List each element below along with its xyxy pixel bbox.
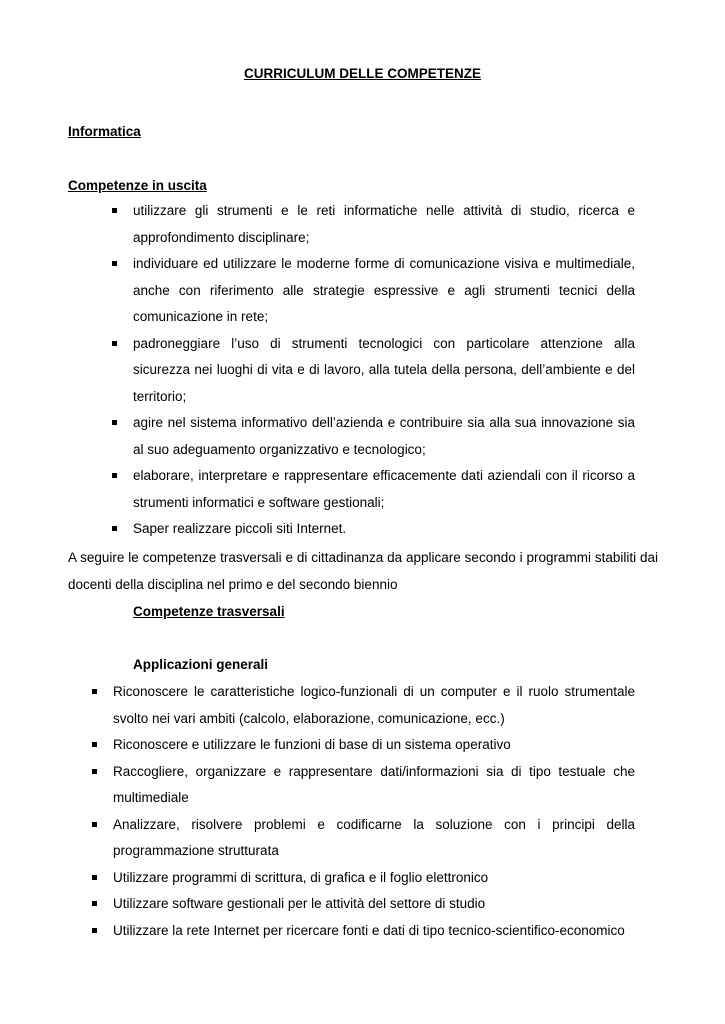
list-item: Saper realizzare piccoli siti Internet. <box>133 516 635 543</box>
list-item: Utilizzare la rete Internet per ricercare fonti e dati di tipo tecnico-scientifico-economico <box>113 918 635 945</box>
competenze-list <box>133 198 635 543</box>
list-item: Riconoscere le caratteristiche logico-funzionali di un computer e il ruolo strumentale svolto nei vari ambiti (calcolo, elaborazione, comunicazione, ecc.) <box>113 679 635 732</box>
list-item: elaborare, interpretare e rappresentare efficacemente dati aziendali con il ricorso a strumenti informatici e software gestionali; <box>133 463 635 516</box>
list-item: Utilizzare software gestionali per le attività del settore di studio <box>113 891 635 918</box>
intro-paragraph: A seguire le competenze trasversali e di cittadinanza da applicare secondo i programmi stabiliti dai docenti della disciplina nel primo e del secondo biennio <box>68 550 658 592</box>
list-item: padroneggiare l’uso di strumenti tecnologici con particolare attenzione alla sicurezza nei luoghi di vita e di lavoro, alla tutela della persona, dell’ambiente e del territorio; <box>133 331 635 411</box>
list-item: agire nel sistema informativo dell’azienda e contribuire sia alla sua innovazione sia al suo adeguamento organizzativo e tecnologico; <box>133 410 635 463</box>
list-item: Analizzare, risolvere problemi e codificarne la soluzione con i principi della programmazione strutturata <box>113 812 635 865</box>
list-item: Raccogliere, organizzare e rappresentare dati/informazioni sia di tipo testuale che multimediale <box>113 759 635 812</box>
document-title: CURRICULUM DELLE COMPETENZE <box>244 66 481 81</box>
subject-heading: Informatica <box>68 124 141 139</box>
competenze-heading: Competenze in uscita <box>68 178 207 193</box>
applicazioni-heading: Applicazioni generali <box>133 657 269 672</box>
list-item: Utilizzare programmi di scrittura, di grafica e il foglio elettronico <box>113 865 635 892</box>
trasversali-heading: Competenze trasversali <box>133 604 285 619</box>
list-item: utilizzare gli strumenti e le reti informatiche nelle attività di studio, ricerca e approfondimento disciplinare; <box>133 198 635 251</box>
list-item: individuare ed utilizzare le moderne forme di comunicazione visiva e multimediale, anche con riferimento alle strategie espressive e agli strumenti tecnici della comunicazione in rete; <box>133 251 635 331</box>
applicazioni-list <box>113 679 635 944</box>
list-item: Riconoscere e utilizzare le funzioni di base di un sistema operativo <box>113 732 635 759</box>
